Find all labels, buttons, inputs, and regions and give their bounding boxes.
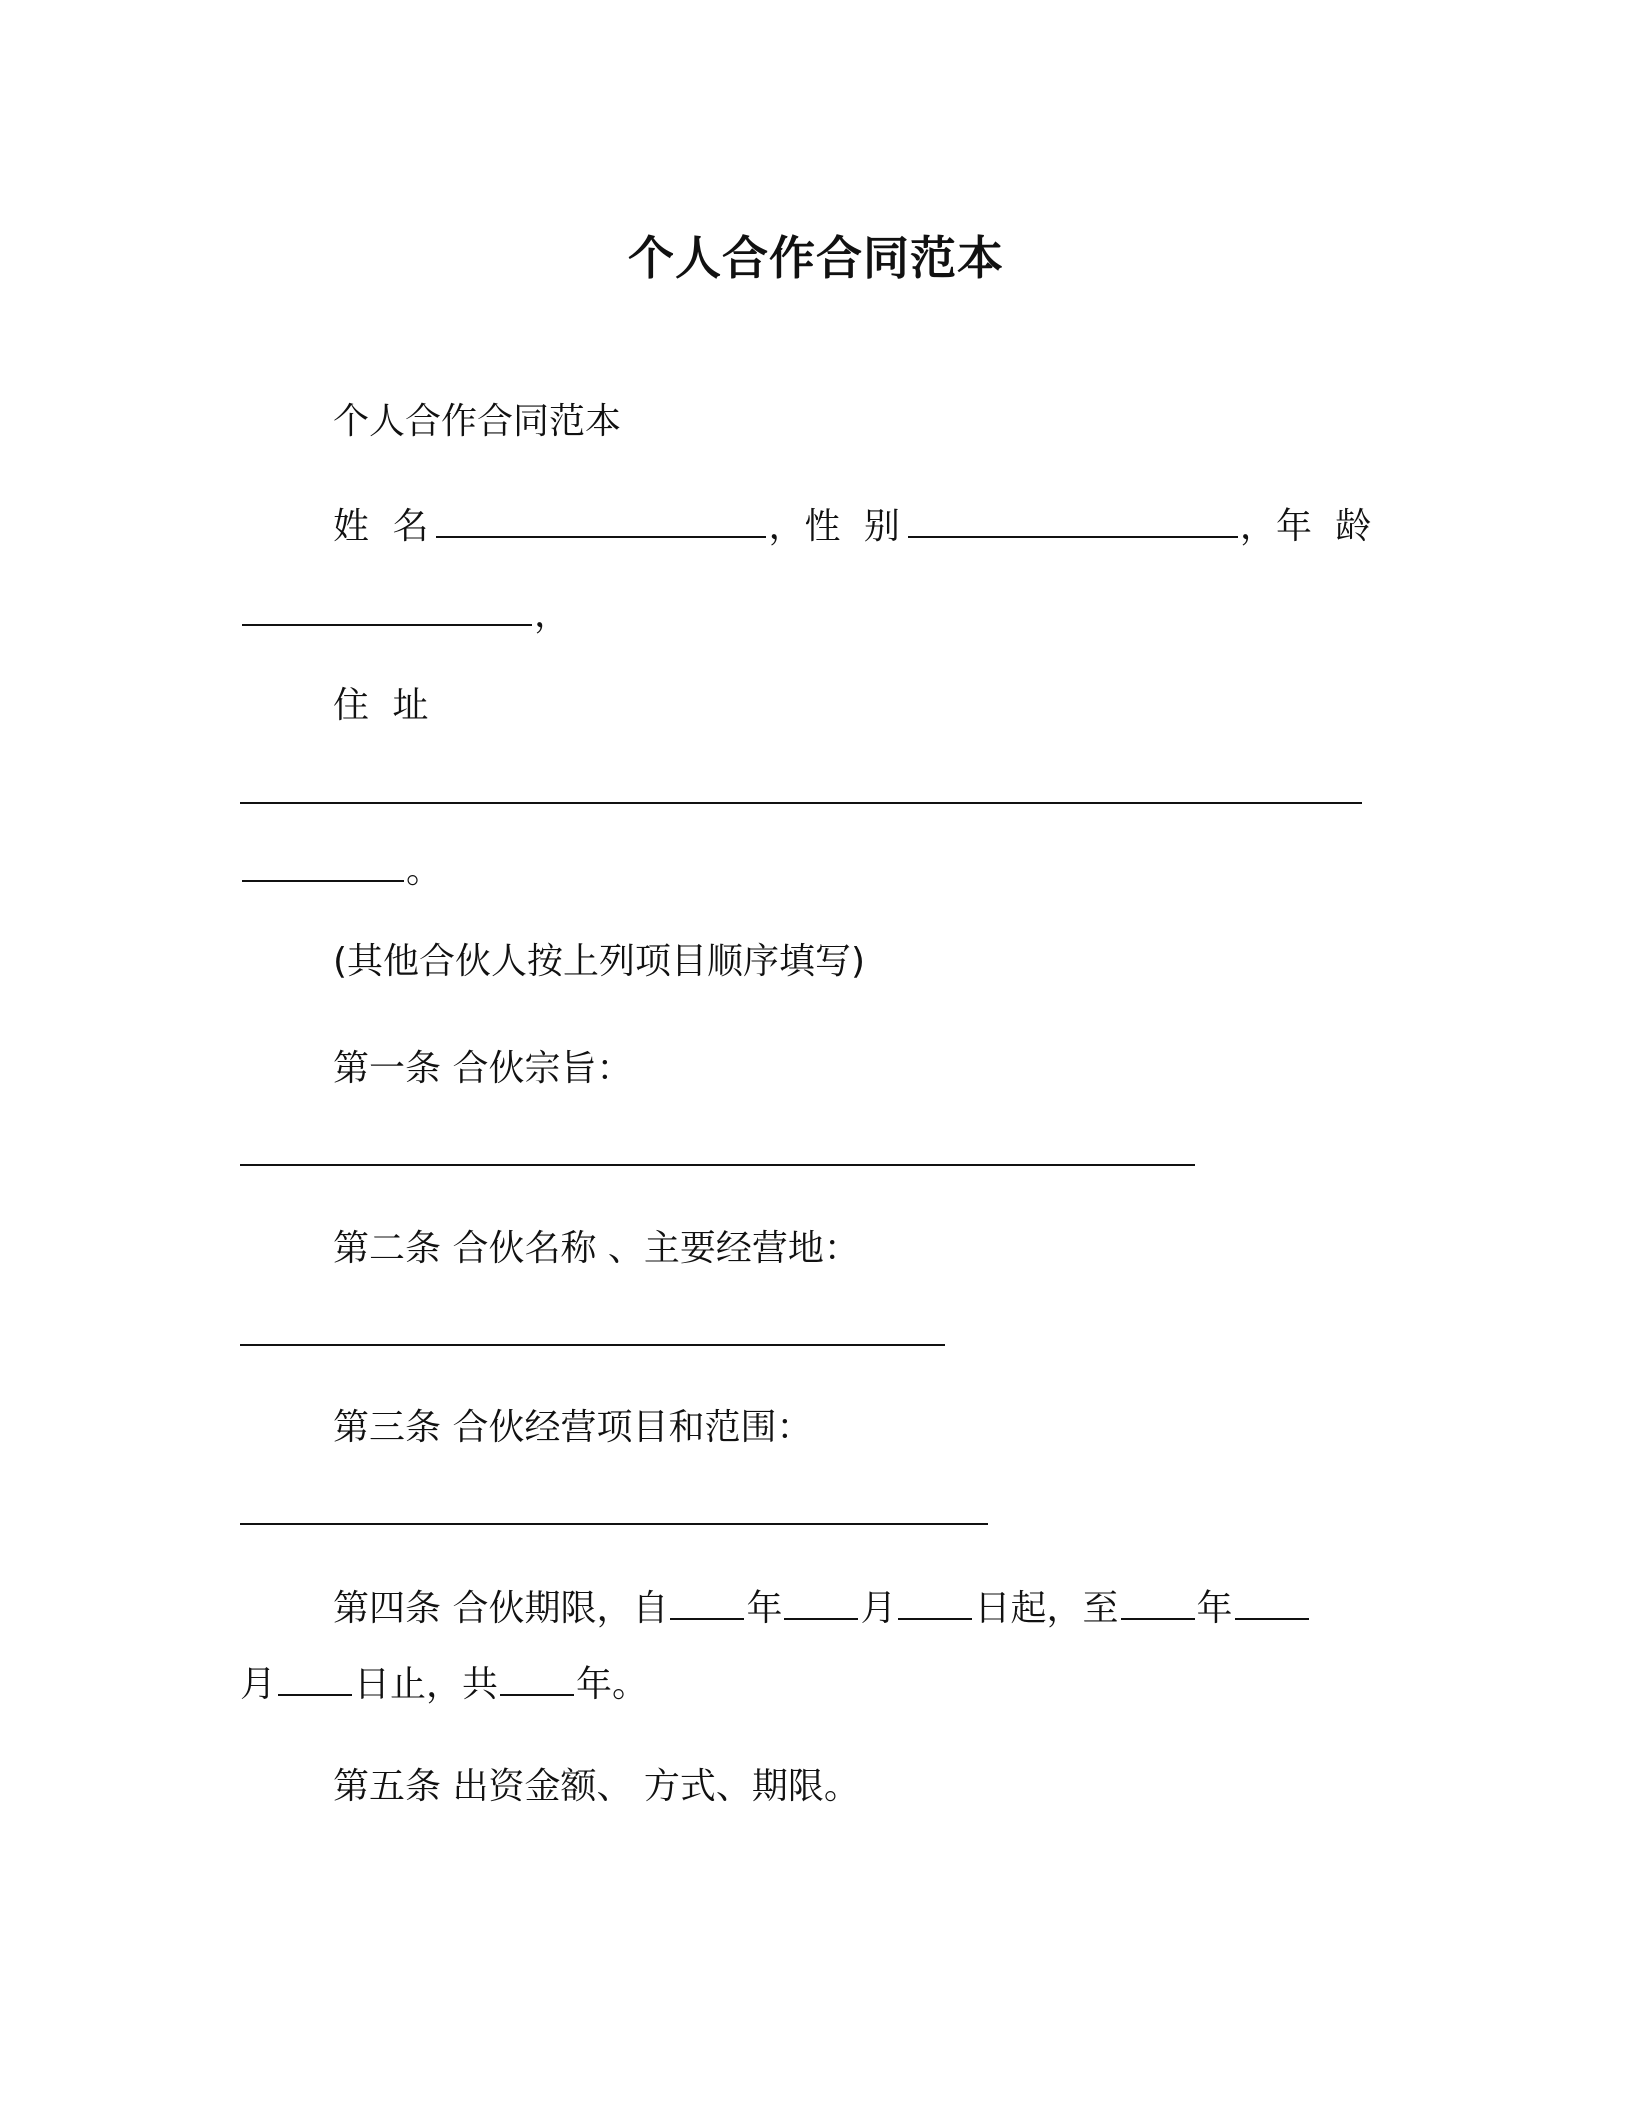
age-line (240, 590, 570, 639)
total-years-blank[interactable] (500, 1660, 574, 1696)
end-day-blank[interactable] (278, 1660, 352, 1696)
gender-blank[interactable] (908, 502, 1238, 538)
note: (其他合伙人按上列项目顺序填写) (333, 941, 866, 982)
article-1: 第一条 合伙宗旨： (333, 1048, 633, 1089)
article-5: 第五条 出资金额、 方式、期限。 (333, 1766, 860, 1807)
name-label: 姓 名 (333, 506, 435, 547)
address-label: 住 址 (333, 685, 435, 726)
subtitle: 个人合作合同范本 (333, 401, 622, 442)
address-line-2 (240, 846, 442, 895)
article-1-blank[interactable] (240, 1164, 1195, 1166)
article-2-blank[interactable] (240, 1344, 945, 1346)
gender-label: 性 别 (804, 506, 906, 547)
article-3: 第三条 合伙经营项目和范围： (333, 1407, 813, 1448)
month-text: 月 (240, 1664, 277, 1705)
day-to-text: 日止，共 (354, 1664, 499, 1705)
address-blank[interactable] (240, 802, 1362, 804)
article-3-blank[interactable] (240, 1523, 988, 1525)
period: 。 (406, 850, 443, 891)
article-4-label: 第四条 合伙期限，自 (333, 1588, 669, 1629)
day-from-text: 日起，至 (974, 1588, 1119, 1629)
start-year-blank[interactable] (670, 1584, 744, 1620)
age-label: 年 龄 (1275, 506, 1378, 547)
month-text: 月 (860, 1588, 897, 1629)
year-text: 年 (1196, 1588, 1233, 1629)
article-2: 第二条 合伙名称 、主要经营地： (333, 1228, 860, 1269)
start-day-blank[interactable] (898, 1584, 972, 1620)
address-blank-2[interactable] (242, 846, 404, 882)
years-text: 年。 (576, 1664, 649, 1705)
document-title: 个人合作合同范本 (628, 231, 1004, 285)
comma: ， (534, 594, 571, 635)
year-text: 年 (746, 1588, 783, 1629)
comma: ， (768, 506, 805, 547)
personal-info-line (333, 502, 1377, 551)
end-year-blank[interactable] (1121, 1584, 1195, 1620)
comma: ， (1239, 506, 1276, 547)
name-blank[interactable] (436, 502, 766, 538)
end-month-blank-a[interactable] (1235, 1584, 1309, 1620)
age-blank[interactable] (242, 590, 532, 626)
start-month-blank[interactable] (784, 1584, 858, 1620)
article-4-line-2 (240, 1660, 648, 1709)
article-4-line-1 (333, 1584, 1311, 1633)
